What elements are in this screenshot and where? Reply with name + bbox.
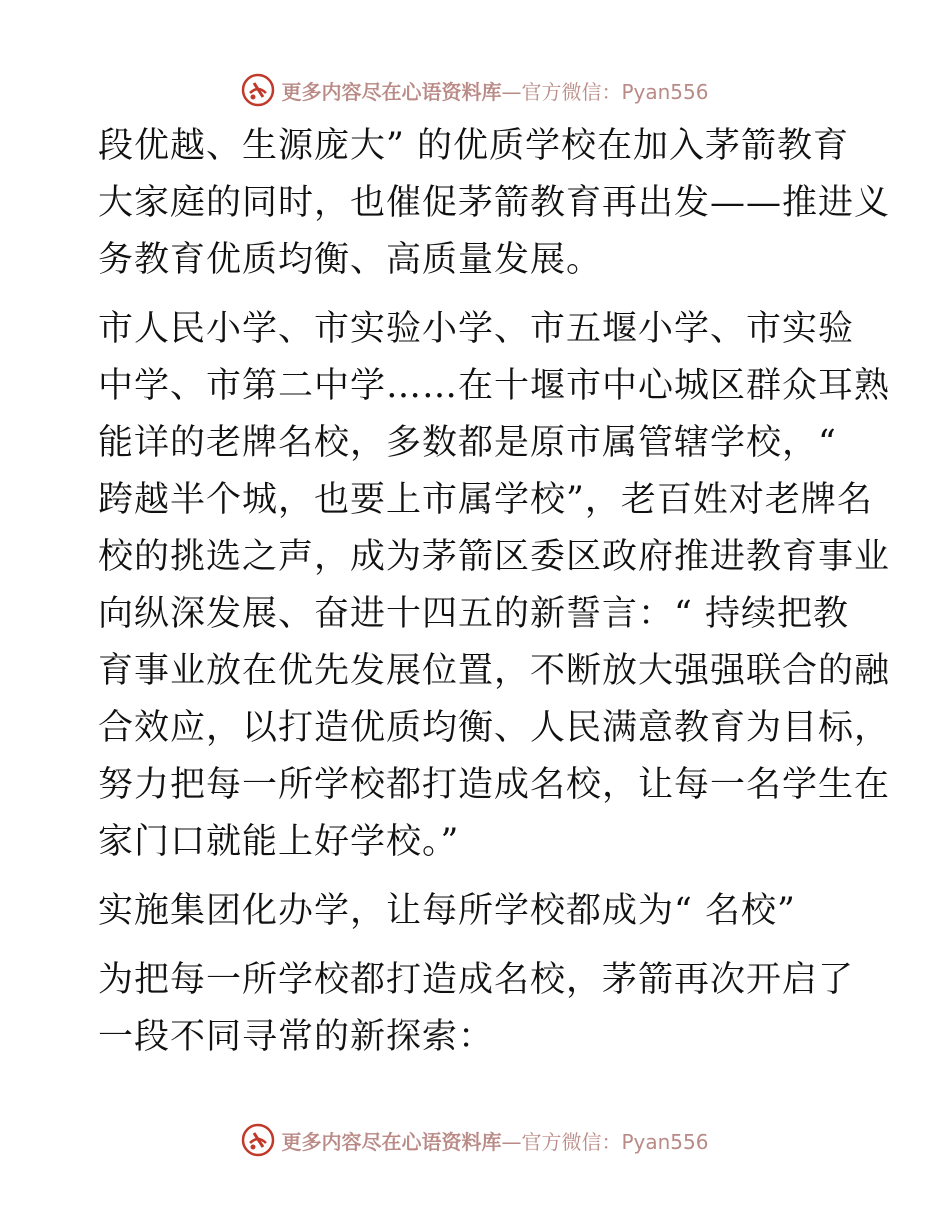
text-line: 能详的老牌名校，多数都是原市属管辖学校，“ (98, 423, 837, 463)
section-heading (98, 883, 858, 940)
text-line: 一段不同寻常的新探索： (98, 1017, 495, 1057)
text-line: 大家庭的同时，也催促茅箭教育再出发——推进义 (98, 183, 891, 223)
watermark-text: 更多内容尽在心语资料库 (281, 79, 502, 104)
text-line: 务教育优质均衡、高质量发展。 (98, 240, 603, 280)
text-line: 为把每一所学校都打造成名校，茅箭再次开启了 (98, 960, 855, 1000)
text-line: 实施集团化办学，让每所学校都成为“ 名校” (98, 891, 796, 931)
text-line: 努力把每一所学校都打造成名校，让每一名学生在 (98, 765, 891, 805)
text-line: 校的挑选之声，成为茅箭区委区政府推进教育事业 (98, 537, 891, 577)
text-line: 市人民小学、市实验小学、市五堰小学、市实验 (98, 309, 855, 349)
text-line: 合效应，以打造优质均衡、人民满意教育为目标， (98, 708, 891, 748)
text-line: 向纵深发展、奋进十四五的新誓言：“ 持续把教 (98, 594, 850, 634)
watermark-banner-bottom (0, 1118, 950, 1162)
text-line: 跨越半个城，也要上市属学校”，老百姓对老牌名 (98, 480, 873, 520)
book-logo-icon (241, 73, 275, 107)
text-line: 育事业放在优先发展位置，不断放大强强联合的融 (98, 651, 891, 691)
paragraph (98, 118, 891, 289)
paragraph (98, 301, 891, 871)
document-body (98, 118, 891, 1066)
watermark-banner-top (0, 68, 950, 112)
text-line: 家门口就能上好学校。” (98, 822, 460, 862)
book-logo-icon (241, 1123, 275, 1157)
watermark-contact: —官方微信：Pyan556 (501, 79, 709, 104)
watermark-contact: —官方微信：Pyan556 (501, 1129, 709, 1154)
text-line: 中学、市第二中学……在十堰市中心城区群众耳熟 (98, 366, 891, 406)
text-line: 段优越、生源庞大” 的优质学校在加入茅箭教育 (98, 126, 850, 166)
watermark-text: 更多内容尽在心语资料库 (281, 1129, 502, 1154)
paragraph (98, 952, 858, 1066)
